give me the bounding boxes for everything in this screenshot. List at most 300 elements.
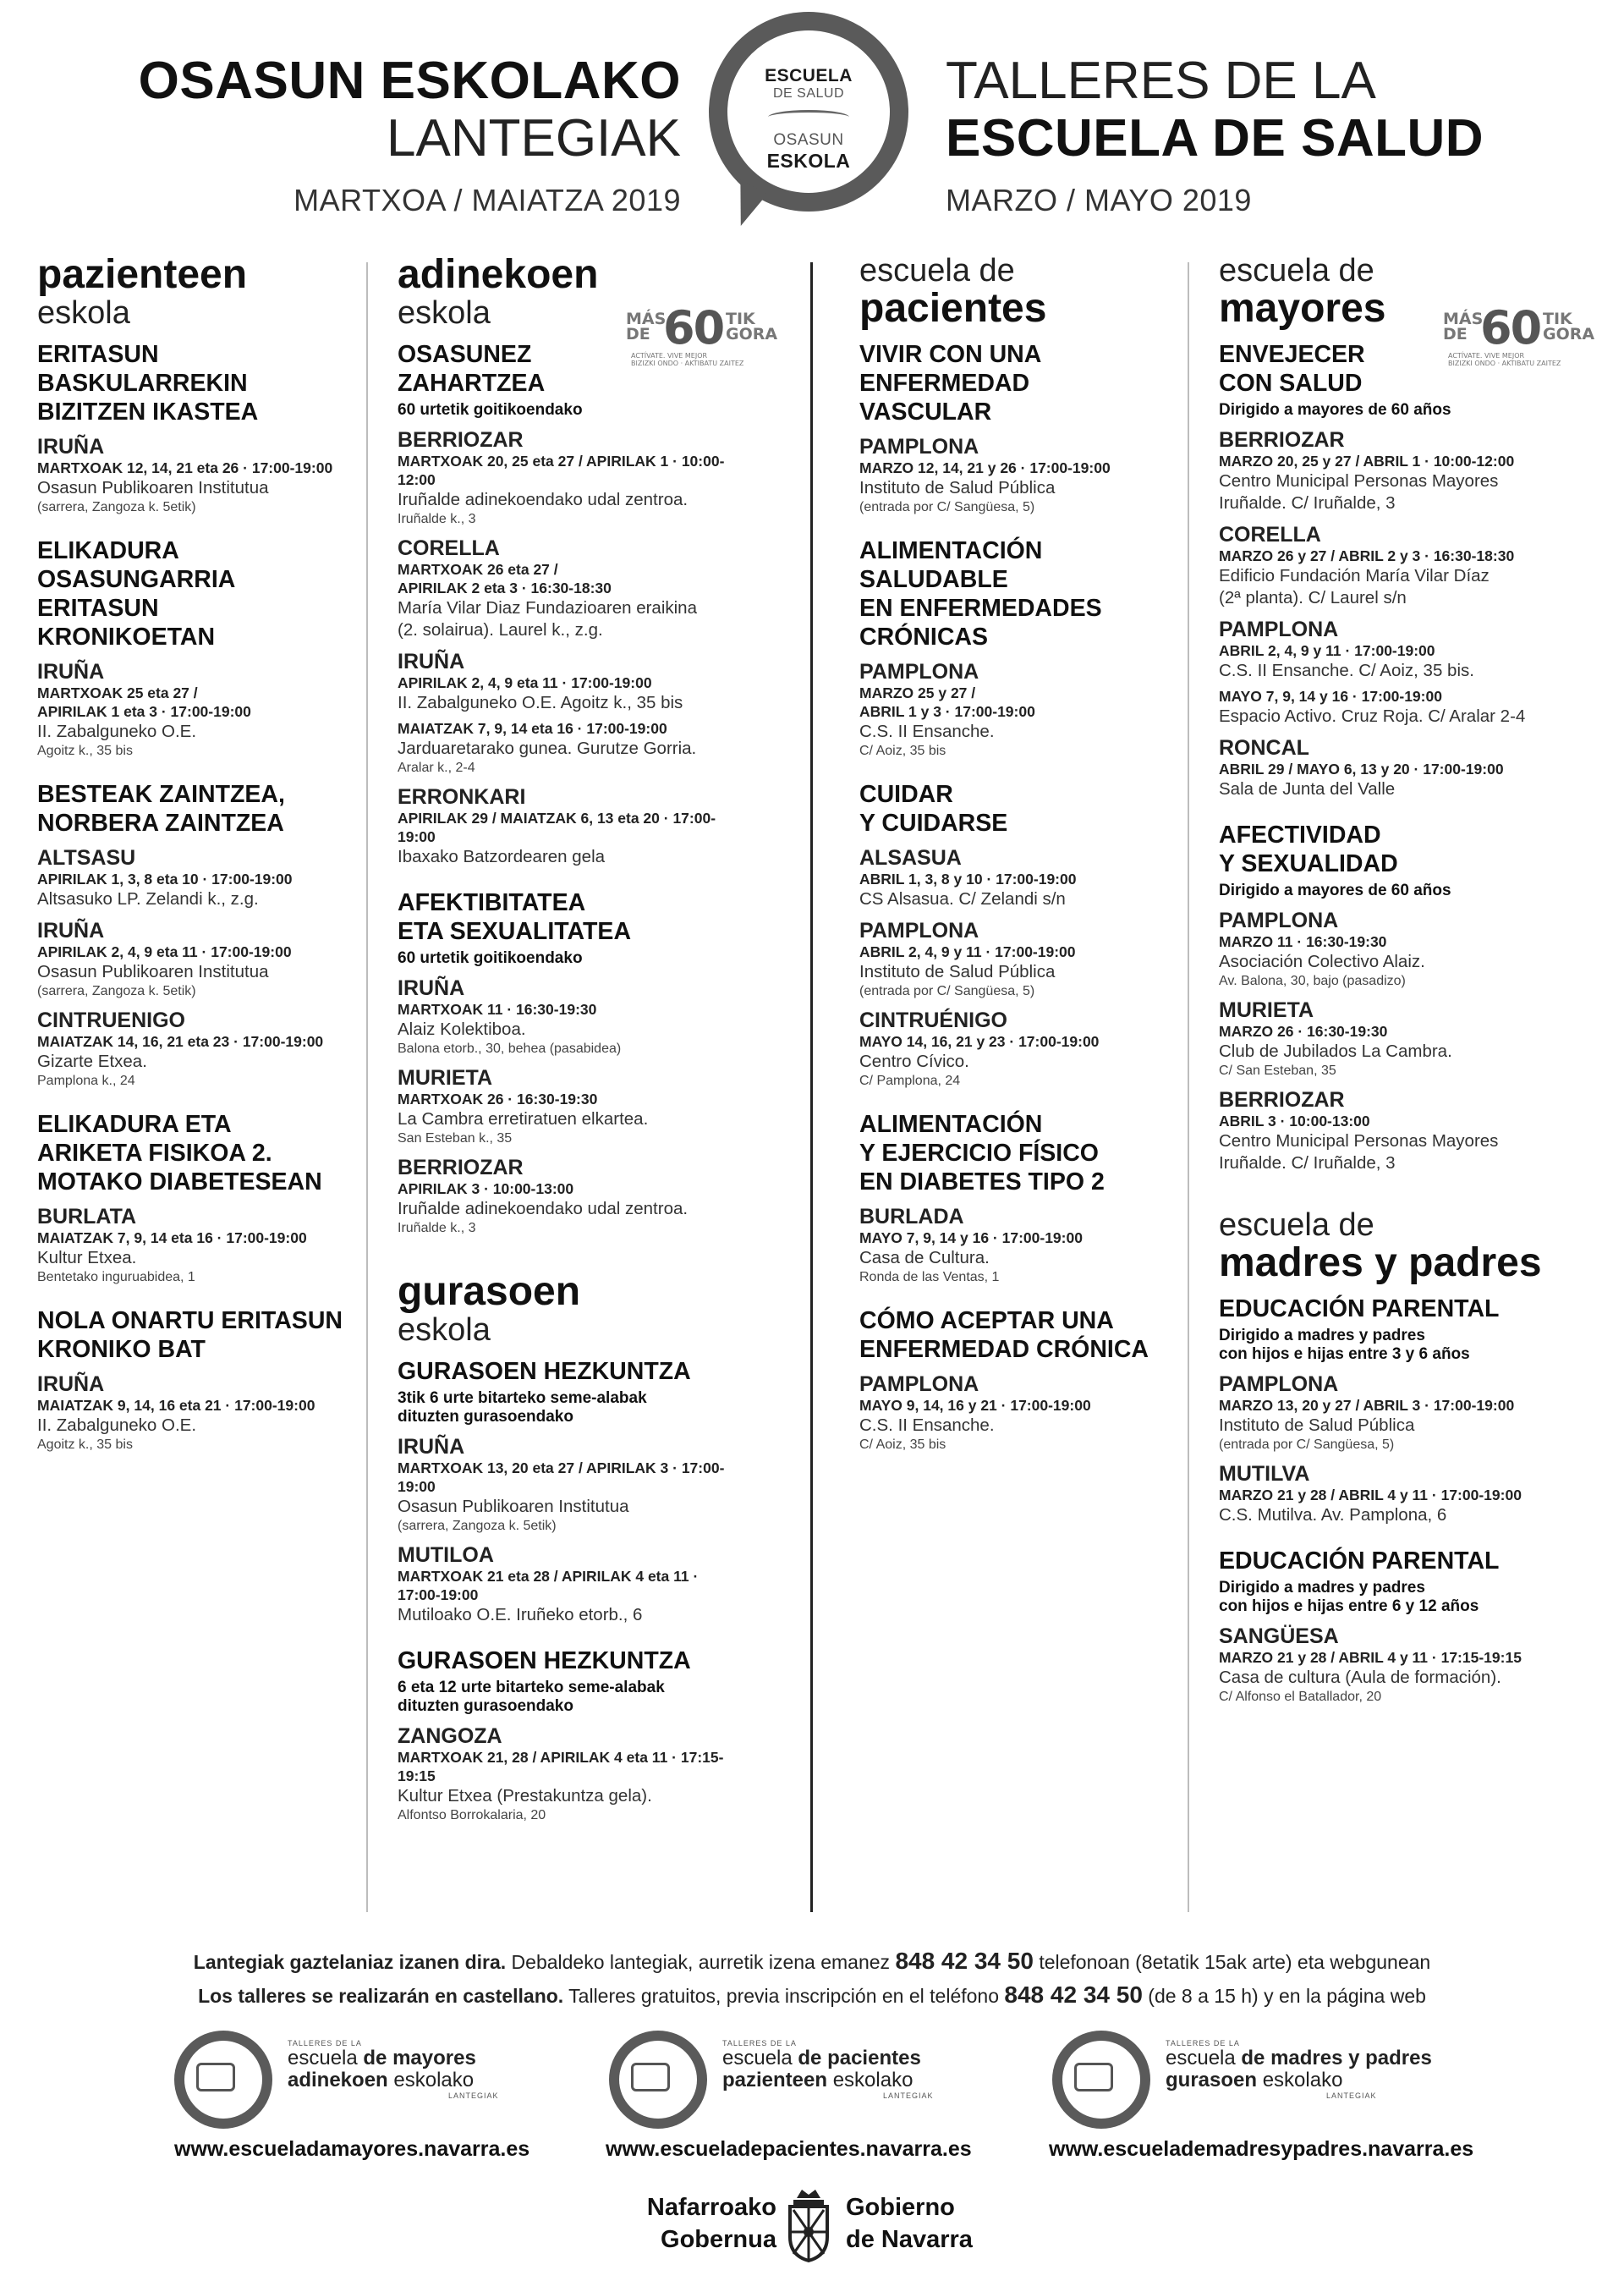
session-address: Aralar k., 2-4 — [398, 761, 475, 775]
course-audience: 3tik 6 urte bitarteko seme-alabak dituzten gurasoendako — [398, 1389, 647, 1426]
phone-number[interactable]: 848 42 34 50 — [1004, 1981, 1143, 2008]
logo-small-text: LANTEGIAK — [1326, 2091, 1377, 2100]
header-spanish — [946, 52, 1588, 218]
session-dates: MARTXOAK 21 eta 28 / APIRILAK 4 eta 11 · 17:00-19:00 — [398, 1568, 699, 1603]
section-subtitle: escuela de — [1219, 1207, 1374, 1243]
session-location: MUTILVA — [1219, 1462, 1310, 1486]
session — [1219, 736, 1591, 800]
course-block — [1219, 821, 1591, 1174]
session-location: MURIETA — [398, 1066, 493, 1090]
session-place: C.S. II Ensanche. — [859, 1415, 995, 1435]
header-date-es: MARZO / MAYO 2019 — [946, 183, 1252, 217]
session-dates: APIRILAK 3 · 10:00-13:00 — [398, 1180, 574, 1197]
book-icon — [768, 110, 849, 124]
section-subtitle: escuela de — [859, 253, 1015, 289]
session-location: BERRIOZAR — [398, 1156, 524, 1179]
course-block — [859, 340, 1198, 516]
session-dates: MAYO 7, 9, 14 y 16 · 17:00-19:00 — [859, 1229, 1083, 1246]
session-location: MURIETA — [1219, 998, 1314, 1022]
course-block — [37, 340, 376, 516]
session-place: Kultur Etxea (Prestakuntza gela). — [398, 1786, 652, 1806]
session-place: Instituto de Salud Pública — [1219, 1415, 1415, 1435]
session-location: CORELLA — [1219, 523, 1321, 547]
course-audience: 60 urtetik goitikoendako — [398, 949, 583, 967]
session — [1219, 523, 1591, 609]
session-location: BERRIOZAR — [1219, 1088, 1345, 1112]
session — [1219, 1624, 1591, 1706]
course-title: OSASUNEZ ZAHARTZEA — [398, 341, 546, 397]
course-title: ELIKADURA OSASUNGARRIA ERITASUN KRONIKOETAN — [37, 537, 236, 651]
session-place: Centro Cívico. — [859, 1052, 969, 1071]
section-heading — [1219, 253, 1595, 367]
session-place: Centro Municipal Personas Mayores Iruñalde. C/ Iruñalde, 3 — [1219, 1131, 1499, 1173]
session-place: Centro Municipal Personas Mayores Iruñalde. C/ Iruñalde, 3 — [1219, 471, 1499, 513]
session — [37, 846, 376, 910]
logo-text: DE SALUD — [772, 86, 845, 101]
session-location: CINTRUENIGO — [37, 1009, 185, 1032]
session-dates: MAYO 14, 16, 21 y 23 · 17:00-19:00 — [859, 1033, 1100, 1050]
session-place: Instituto de Salud Pública — [859, 478, 1056, 497]
session-address: (sarrera, Zangoza k. 5etik) — [37, 500, 196, 514]
badge-text: MÁS DE — [626, 310, 667, 344]
session — [37, 1009, 376, 1090]
column-mayores-padres — [1219, 253, 1595, 1706]
session-location: PAMPLONA — [1219, 618, 1339, 641]
session-address: Bentetako inguruabidea, 1 — [37, 1270, 195, 1284]
course-title: AFECTIVIDAD Y SEXUALIDAD — [1219, 822, 1398, 877]
session-dates: MAIATZAK 7, 9, 14 eta 16 · 17:00-19:00 — [37, 1229, 307, 1246]
logo-small-text: TALLERES DE LA — [288, 2039, 362, 2047]
session-place: Altsasuko LP. Zelandi k., z.g. — [37, 889, 259, 909]
badge-tagline: ACTÍVATE. VIVE MEJOR BIZIZKI ONDO · AKTIBATU ZAITEZ — [1448, 352, 1561, 367]
session — [37, 435, 376, 516]
section-title: pacientes — [859, 286, 1047, 331]
session-place: II. Zabalguneko O.E. — [37, 722, 197, 741]
section-heading — [398, 1271, 736, 1347]
badge-number: 60 — [663, 301, 724, 355]
session-dates: MAYO 9, 14, 16 y 21 · 17:00-19:00 — [859, 1397, 1091, 1414]
logo-text: escuela — [1166, 2047, 1242, 2069]
session-address: Agoitz k., 35 bis — [37, 744, 133, 758]
logo-text: ESKOLA — [766, 150, 851, 172]
session — [859, 1372, 1198, 1454]
course-block — [398, 340, 736, 868]
section-title: adinekoen — [398, 252, 599, 297]
session — [859, 846, 1198, 910]
course-block — [37, 1306, 376, 1454]
session-dates: MARTXOAK 26 · 16:30-19:30 — [398, 1091, 598, 1108]
session-address: Pamplona k., 24 — [37, 1074, 135, 1088]
session-address: Ronda de las Ventas, 1 — [859, 1270, 1000, 1284]
session-dates: MARZO 12, 14, 21 y 26 · 17:00-19:00 — [859, 459, 1111, 476]
session-location: IRUÑA — [398, 650, 465, 673]
session-address: Av. Balona, 30, bajo (pasadizo) — [1219, 974, 1406, 988]
session-place: Asociación Colectivo Alaiz. — [1219, 952, 1425, 971]
gobierno-navarra-logo — [636, 2183, 991, 2267]
course-title: BESTEAK ZAINTZEA, NORBERA ZAINTZEA — [37, 781, 285, 837]
mas-de-60-badge — [626, 301, 778, 369]
session-location: BURLADA — [859, 1205, 964, 1228]
session — [398, 976, 736, 1058]
session-dates: MARTXOAK 20, 25 eta 27 / APIRILAK 1 · 10:00-12:00 — [398, 453, 725, 488]
note-bold: Lantegiak gaztelaniaz izanen dira. — [193, 1951, 507, 1973]
logo-escuela-pacientes — [609, 2031, 1049, 2132]
course-block — [859, 1306, 1198, 1454]
session-location: CINTRUÉNIGO — [859, 1009, 1007, 1032]
session-location: CORELLA — [398, 536, 500, 560]
session-location: PAMPLONA — [859, 660, 979, 684]
footer-note-es — [0, 1981, 1624, 2009]
session — [398, 714, 736, 777]
session-dates: MARZO 11 · 16:30-19:30 — [1219, 933, 1387, 950]
section-title: gurasoen — [398, 1269, 581, 1314]
course-list — [398, 340, 736, 1237]
session-place: Casa de cultura (Aula de formación). — [1219, 1668, 1501, 1687]
circle-logo-icon — [174, 2031, 272, 2129]
session-address: Iruñalde k., 3 — [398, 512, 476, 526]
session-place: Osasun Publikoaren Institutua — [37, 962, 269, 981]
section-title: pazienteen — [37, 252, 248, 297]
session-dates: ABRIL 2, 4, 9 y 11 · 17:00-19:00 — [859, 943, 1076, 960]
session-place: CS Alsasua. C/ Zelandi s/n — [859, 889, 1066, 909]
session-address: C/ San Esteban, 35 — [1219, 1064, 1336, 1078]
logo-small-text: TALLERES DE LA — [722, 2039, 797, 2047]
session — [37, 660, 376, 760]
logo-small-text: TALLERES DE LA — [1166, 2039, 1240, 2047]
course-block — [859, 780, 1198, 1090]
session — [859, 1009, 1198, 1090]
column-pazienteen — [37, 254, 376, 1454]
session-dates: MAIATZAK 9, 14, 16 eta 21 · 17:00-19:00 — [37, 1397, 315, 1414]
logo-text: OSASUN — [773, 131, 844, 149]
session-address: Alfontso Borrokalaria, 20 — [398, 1808, 546, 1822]
course-title: ERITASUN BASKULARREKIN BIZITZEN IKASTEA — [37, 341, 259, 426]
course-list — [37, 340, 376, 1454]
course-block — [37, 1110, 376, 1286]
session-location: BURLATA — [37, 1205, 137, 1228]
course-audience: Dirigido a mayores de 60 años — [1219, 401, 1451, 419]
phone-number[interactable]: 848 42 34 50 — [895, 1948, 1034, 1974]
session — [1219, 1088, 1591, 1174]
header-basque — [38, 52, 681, 218]
session — [37, 919, 376, 1000]
session-address: (sarrera, Zangoza k. 5etik) — [37, 984, 196, 998]
section-subtitle: escuela de — [1219, 253, 1374, 289]
session-dates: MARZO 25 y 27 / ABRIL 1 y 3 · 17:00-19:00 — [859, 684, 1035, 720]
session — [398, 1156, 736, 1237]
session-dates: ABRIL 3 · 10:00-13:00 — [1219, 1113, 1370, 1130]
session-dates: APIRILAK 1, 3, 8 eta 10 · 17:00-19:00 — [37, 871, 293, 888]
session-place: Mutiloako O.E. Iruñeko etorb., 6 — [398, 1605, 643, 1624]
session-location: RONCAL — [1219, 736, 1309, 760]
header-subtitle-eu: LANTEGIAK — [387, 109, 681, 168]
course-list — [859, 340, 1198, 1454]
course-title: GURASOEN HEZKUNTZA — [398, 1358, 691, 1385]
section-heading — [1219, 1208, 1591, 1284]
session-location: ERRONKARI — [398, 785, 526, 809]
header-subtitle-es: TALLERES DE LA — [946, 52, 1376, 110]
note-text: Talleres gratuitos, previa inscripción en el teléfono — [568, 1985, 1000, 2007]
session — [1219, 909, 1591, 990]
badge-tagline: ACTÍVATE. VIVE MEJOR BIZIZKI ONDO · AKTIBATU ZAITEZ — [631, 352, 744, 367]
course-block — [859, 536, 1198, 760]
section-title: mayores — [1219, 286, 1386, 331]
course-title: ENVEJECER CON SALUD — [1219, 341, 1365, 397]
course-audience: Dirigido a mayores de 60 años — [1219, 882, 1451, 899]
column-adinekoen-gurasoen — [398, 252, 778, 1824]
logo-text: escuela — [722, 2047, 798, 2069]
session-address: Iruñalde k., 3 — [398, 1221, 476, 1235]
session-dates: MAYO 7, 9, 14 y 16 · 17:00-19:00 — [1219, 688, 1442, 705]
session-dates: MARZO 21 y 28 / ABRIL 4 y 11 · 17:00-19:00 — [1219, 1487, 1522, 1503]
course-list — [1219, 340, 1591, 1174]
session — [398, 428, 736, 528]
course-title: CÓMO ACEPTAR UNA ENFERMEDAD CRÓNICA — [859, 1307, 1149, 1363]
session-dates: MARTXOAK 21, 28 / APIRILAK 4 eta 11 · 17:15-19:15 — [398, 1749, 724, 1784]
session-place: Alaiz Kolektiboa. — [398, 1020, 526, 1039]
section-heading — [859, 254, 1198, 330]
session-dates: MARZO 21 y 28 / ABRIL 4 y 11 · 17:15-19:15 — [1219, 1649, 1522, 1666]
session — [859, 919, 1198, 1000]
session — [1219, 428, 1591, 514]
session-place: Iruñalde adinekoendako udal zentroa. — [398, 1199, 689, 1218]
logo-text: adinekoen — [288, 2069, 388, 2091]
logo-text: gurasoen — [1166, 2069, 1258, 2091]
logo-small-text: LANTEGIAK — [883, 2091, 934, 2100]
course-list — [398, 1357, 736, 1824]
session-place: Espacio Activo. Cruz Roja. C/ Aralar 2-4 — [1219, 706, 1526, 726]
course-block — [37, 780, 376, 1090]
course-title: AFEKTIBITATEA ETA SEXUALITATEA — [398, 889, 632, 945]
session-dates: ABRIL 2, 4, 9 y 11 · 17:00-19:00 — [1219, 642, 1435, 659]
logo-text: pazienteen — [722, 2069, 828, 2091]
session-location: IRUÑA — [37, 660, 105, 684]
session-address: Agoitz k., 35 bis — [37, 1437, 133, 1452]
course-audience: 60 urtetik goitikoendako — [398, 401, 583, 419]
course-block — [398, 1357, 736, 1626]
course-title: GURASOEN HEZKUNTZA — [398, 1647, 691, 1674]
section-title: madres y padres — [1219, 1240, 1542, 1285]
session-dates: MAIATZAK 7, 9, 14 eta 16 · 17:00-19:00 — [398, 720, 667, 737]
session — [1219, 1462, 1591, 1526]
note-text: Debaldeko lantegiak, aurretik izena emanez — [511, 1951, 891, 1973]
session-dates: MARZO 13, 20 y 27 / ABRIL 3 · 17:00-19:00 — [1219, 1397, 1515, 1414]
session-address: (entrada por C/ Sangüesa, 5) — [859, 500, 1035, 514]
session — [398, 650, 736, 714]
session-place: C.S. II Ensanche. — [859, 722, 995, 741]
language-divider — [810, 262, 813, 1912]
session-place: La Cambra erretiratuen elkartea. — [398, 1109, 649, 1129]
logo-text: eskolako — [1257, 2069, 1343, 2091]
session-place: Edificio Fundación María Vilar Díaz (2ª planta). C/ Laurel s/n — [1219, 566, 1490, 607]
logo-text: de pacientes — [798, 2047, 921, 2069]
logo-text: de madres y padres — [1241, 2047, 1432, 2069]
session-address: C/ Alfonso el Batallador, 20 — [1219, 1690, 1382, 1704]
gov-text: Nafarroako — [646, 2194, 776, 2221]
course-title: CUIDAR Y CUIDARSE — [859, 781, 1008, 837]
session-place: Osasun Publikoaren Institutua — [398, 1497, 629, 1516]
session — [398, 1066, 736, 1147]
session-dates: MARTXOAK 25 eta 27 / APIRILAK 1 eta 3 · 17:00-19:00 — [37, 684, 251, 720]
gov-text: Gobierno — [846, 2194, 955, 2221]
course-title: ELIKADURA ETA ARIKETA FISIKOA 2. MOTAKO DIABETESEAN — [37, 1111, 322, 1195]
session — [859, 435, 1198, 516]
session-location: MUTILOA — [398, 1543, 494, 1567]
logo-text: ESCUELA — [765, 66, 853, 85]
session — [398, 785, 736, 868]
session — [398, 1724, 736, 1824]
session-dates: APIRILAK 2, 4, 9 eta 11 · 17:00-19:00 — [37, 943, 292, 960]
course-audience: 6 eta 12 urte bitarteko seme-alabak dituzten gurasoendako — [398, 1679, 665, 1715]
section-subtitle: eskola — [37, 295, 130, 331]
badge-text: TIK GORA — [726, 310, 778, 344]
session-location: ALSASUA — [859, 846, 962, 870]
session-dates: ABRIL 29 / MAYO 6, 13 y 20 · 17:00-19:00 — [1219, 761, 1504, 778]
session-address: C/ Pamplona, 24 — [859, 1074, 961, 1088]
session — [37, 1372, 376, 1454]
section-heading — [37, 254, 376, 330]
session-location: PAMPLONA — [859, 1372, 979, 1396]
session — [37, 1205, 376, 1286]
circle-logo-icon — [609, 2031, 707, 2129]
course-audience: Dirigido a madres y padres con hijos e hijas entre 3 y 6 años — [1219, 1327, 1470, 1363]
website-link[interactable]: www.escueladamayores.navarra.es — [174, 2137, 530, 2161]
session-place: C.S. Mutilva. Av. Pamplona, 6 — [1219, 1505, 1447, 1525]
session-place: Casa de Cultura. — [859, 1248, 990, 1267]
session-place: Sala de Junta del Valle — [1219, 779, 1396, 799]
session-location: PAMPLONA — [1219, 909, 1339, 932]
session-place: Club de Jubilados La Cambra. — [1219, 1042, 1452, 1061]
course-block — [1219, 1547, 1591, 1706]
session-dates: APIRILAK 29 / MAIATZAK 6, 13 eta 20 · 17:00-19:00 — [398, 810, 716, 845]
session-dates: MARTXOAK 26 eta 27 / APIRILAK 2 eta 3 · 16:30-18:30 — [398, 561, 612, 596]
mas-de-60-badge — [1443, 301, 1595, 369]
logo-text: eskolako — [827, 2069, 914, 2091]
logo-escuela-mayores — [174, 2031, 614, 2132]
course-title: EDUCACIÓN PARENTAL — [1219, 1295, 1500, 1322]
website-link[interactable]: www.escueladepacientes.navarra.es — [606, 2137, 972, 2161]
session — [1219, 682, 1591, 728]
column-pacientes — [859, 254, 1198, 1454]
session-location: BERRIOZAR — [398, 428, 524, 452]
session-place: María Vilar Diaz Fundazioaren eraikina (2. solairua). Laurel k., z.g. — [398, 598, 697, 640]
header-title-eu: OSASUN ESKOLAKO — [138, 52, 681, 110]
session-address: C/ Aoiz, 35 bis — [859, 744, 946, 758]
course-title: ALIMENTACIÓN Y EJERCICIO FÍSICO EN DIABETES TIPO 2 — [859, 1111, 1105, 1195]
course-block — [398, 1646, 736, 1824]
session-dates: MARTXOAK 11 · 16:30-19:30 — [398, 1001, 597, 1018]
session-address: (entrada por C/ Sangüesa, 5) — [859, 984, 1035, 998]
session — [398, 1435, 736, 1535]
course-block — [859, 1110, 1198, 1286]
session-place: Kultur Etxea. — [37, 1248, 137, 1267]
session-address: (sarrera, Zangoza k. 5etik) — [398, 1519, 557, 1533]
website-link[interactable]: www.escuelademadresypadres.navarra.es — [1049, 2137, 1474, 2161]
logo-small-text: LANTEGIAK — [448, 2091, 499, 2100]
session-location: SANGÜESA — [1219, 1624, 1339, 1648]
course-block — [1219, 340, 1591, 800]
session — [1219, 618, 1591, 682]
session-location: IRUÑA — [37, 1372, 105, 1396]
note-bold: Los talleres se realizarán en castellano. — [198, 1985, 564, 2007]
gov-text: de Navarra — [846, 2226, 973, 2253]
session-dates: MARZO 26 · 16:30-19:30 — [1219, 1023, 1388, 1040]
course-title: NOLA ONARTU ERITASUN KRONIKO BAT — [37, 1307, 343, 1363]
badge-number: 60 — [1480, 301, 1541, 355]
session-place: II. Zabalguneko O.E. Agoitz k., 35 bis — [398, 693, 683, 712]
course-block — [398, 888, 736, 1237]
session-location: ZANGOZA — [398, 1724, 502, 1748]
section-subtitle: eskola — [398, 1312, 491, 1348]
session-address: (entrada por C/ Sangüesa, 5) — [1219, 1437, 1395, 1452]
session-dates: MARTXOAK 13, 20 eta 27 / APIRILAK 3 · 17:00-19:00 — [398, 1459, 725, 1495]
course-block — [37, 536, 376, 760]
session-location: BERRIOZAR — [1219, 428, 1345, 452]
course-title: ALIMENTACIÓN SALUDABLE EN ENFERMEDADES CRÓNICAS — [859, 537, 1102, 651]
logo-text: escuela — [288, 2047, 364, 2069]
session-dates: MARTXOAK 12, 14, 21 eta 26 · 17:00-19:00 — [37, 459, 333, 476]
session-location: IRUÑA — [398, 976, 465, 1000]
session-place: Jarduaretarako gunea. Gurutze Gorria. — [398, 739, 697, 758]
session — [859, 1205, 1198, 1286]
session-place: Ibaxako Batzordearen gela — [398, 847, 606, 866]
course-block — [1219, 1294, 1591, 1526]
session-dates: MAIATZAK 14, 16, 21 eta 23 · 17:00-19:00 — [37, 1033, 324, 1050]
gov-text: Gobernua — [661, 2226, 776, 2253]
logo-escuela-madres-padres — [1052, 2031, 1492, 2132]
session-location: IRUÑA — [398, 1435, 465, 1459]
session-place: Gizarte Etxea. — [37, 1052, 147, 1071]
header-title-es: ESCUELA DE SALUD — [946, 109, 1484, 168]
session — [398, 1543, 736, 1626]
circle-logo-icon — [1052, 2031, 1150, 2129]
session-dates: MARZO 20, 25 y 27 / ABRIL 1 · 10:00-12:00 — [1219, 453, 1515, 470]
section-subtitle: eskola — [398, 295, 491, 331]
session-location: PAMPLONA — [859, 435, 979, 459]
course-audience: Dirigido a madres y padres con hijos e hijas entre 6 y 12 años — [1219, 1579, 1479, 1615]
session-place: II. Zabalguneko O.E. — [37, 1415, 197, 1435]
session-address: Balona etorb., 30, behea (pasabidea) — [398, 1042, 622, 1056]
session — [859, 660, 1198, 760]
session — [1219, 1372, 1591, 1454]
session-dates: ABRIL 1, 3, 8 y 10 · 17:00-19:00 — [859, 871, 1077, 888]
session — [1219, 998, 1591, 1080]
session-place: Osasun Publikoaren Institutua — [37, 478, 269, 497]
note-text: telefonoan (8etatik 15ak arte) eta webgunean — [1039, 1951, 1431, 1973]
session-place: C.S. II Ensanche. C/ Aoiz, 35 bis. — [1219, 661, 1474, 680]
session-dates: APIRILAK 2, 4, 9 eta 11 · 17:00-19:00 — [398, 674, 652, 691]
badge-text: TIK GORA — [1543, 310, 1595, 344]
badge-text: MÁS DE — [1443, 310, 1484, 344]
course-title: VIVIR CON UNA ENFERMEDAD VASCULAR — [859, 341, 1042, 426]
session-address: San Esteban k., 35 — [398, 1131, 513, 1146]
session-address: C/ Aoiz, 35 bis — [859, 1437, 946, 1452]
course-title: EDUCACIÓN PARENTAL — [1219, 1547, 1500, 1575]
session-place: Instituto de Salud Pública — [859, 962, 1056, 981]
session-place: Iruñalde adinekoendako udal zentroa. — [398, 490, 689, 509]
session-location: IRUÑA — [37, 919, 105, 943]
course-list — [1219, 1294, 1591, 1706]
logo-text: de mayores — [363, 2047, 476, 2069]
section-heading — [398, 252, 778, 367]
session — [398, 536, 736, 641]
coat-of-arms-icon — [785, 2186, 832, 2262]
session-dates: MARZO 26 y 27 / ABRIL 2 y 3 · 16:30-18:30 — [1219, 547, 1515, 564]
footer-note-eu — [0, 1948, 1624, 1975]
session-location: PAMPLONA — [859, 919, 979, 943]
note-text: (de 8 a 15 h) y en la página web — [1148, 1985, 1426, 2007]
session-location: ALTSASU — [37, 846, 136, 870]
